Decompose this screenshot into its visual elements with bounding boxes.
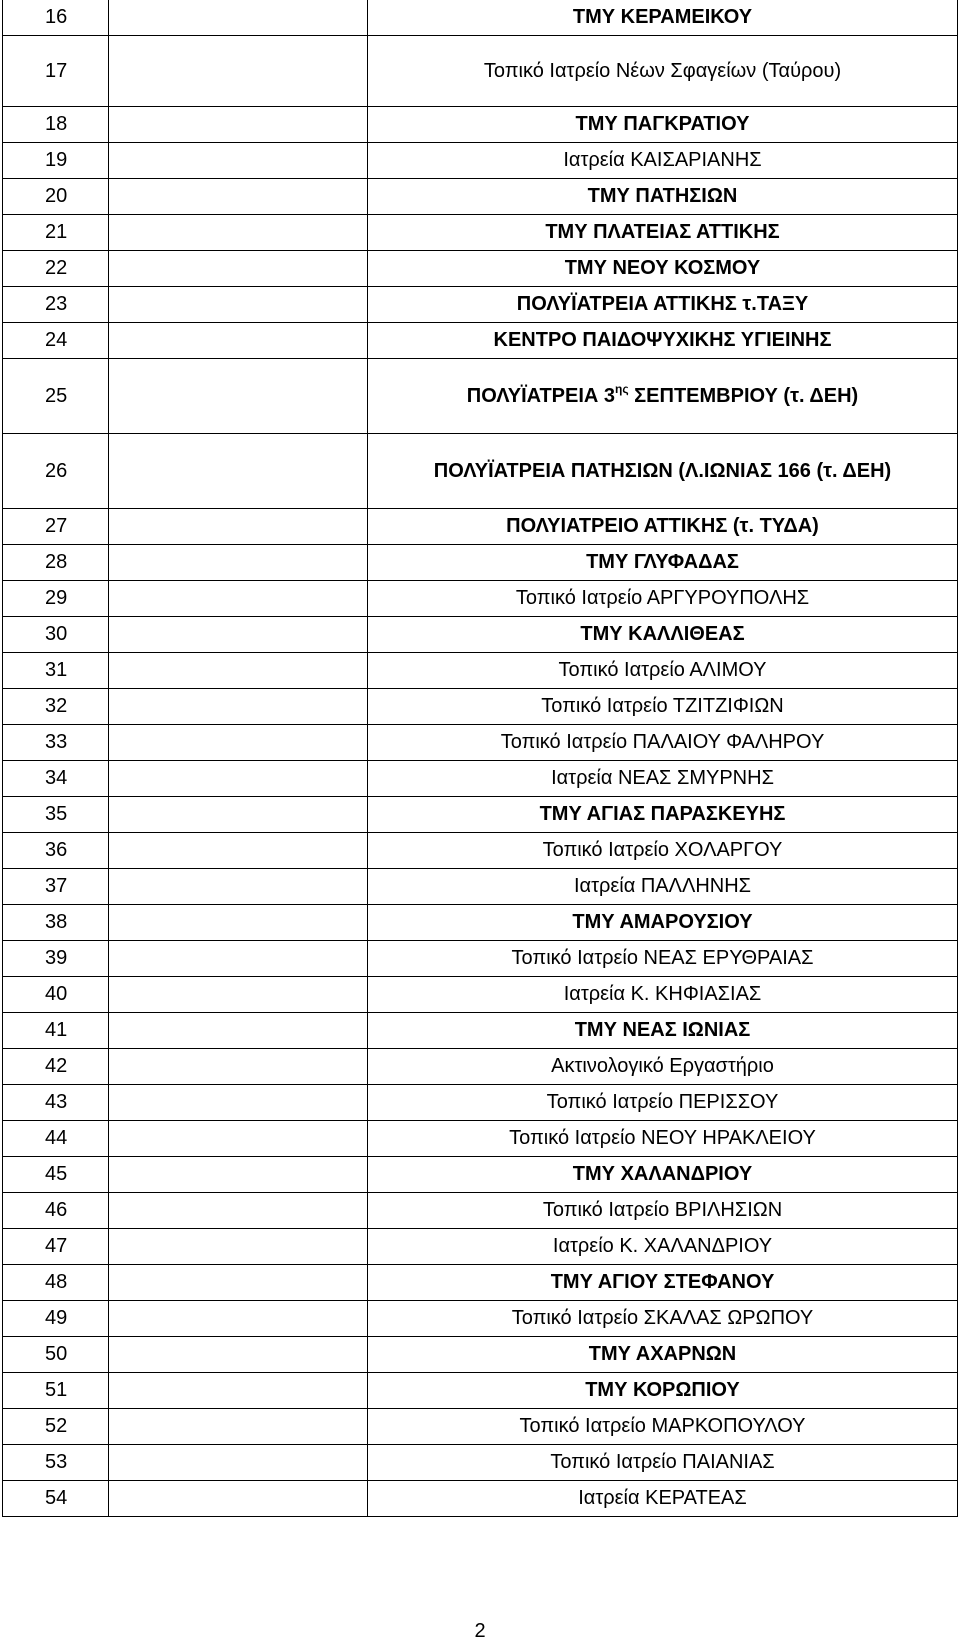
table-row — [3, 1373, 958, 1409]
table-row — [3, 1121, 958, 1157]
table-row — [3, 1085, 958, 1121]
table-row — [3, 1481, 958, 1517]
facility-name: ΤΜΥ ΓΛΥΦΑΔΑΣ — [368, 545, 958, 581]
row-number: 29 — [3, 581, 109, 617]
facility-name: ΤΜΥ ΚΕΡΑΜΕΙΚΟΥ — [368, 0, 958, 36]
table-row — [3, 761, 958, 797]
empty-cell — [109, 725, 368, 761]
row-number: 36 — [3, 833, 109, 869]
table-row — [3, 0, 958, 36]
empty-cell — [109, 581, 368, 617]
table-row — [3, 689, 958, 725]
row-number: 45 — [3, 1157, 109, 1193]
facility-name: ΤΜΥ ΚΟΡΩΠΙΟΥ — [368, 1373, 958, 1409]
row-number: 40 — [3, 977, 109, 1013]
row-number: 43 — [3, 1085, 109, 1121]
facility-name: ΤΜΥ ΠΑΓΚΡΑΤΙΟΥ — [368, 107, 958, 143]
empty-cell — [109, 1445, 368, 1481]
empty-cell — [109, 287, 368, 323]
empty-cell — [109, 797, 368, 833]
row-number: 28 — [3, 545, 109, 581]
empty-cell — [109, 1229, 368, 1265]
facility-name: Τοπικό Ιατρείο ΠΕΡΙΣΣΟΥ — [368, 1085, 958, 1121]
table-row — [3, 545, 958, 581]
facility-name: Τοπικό Ιατρείο ΣΚΑΛΑΣ ΩΡΩΠΟΥ — [368, 1301, 958, 1337]
row-number: 19 — [3, 143, 109, 179]
empty-cell — [109, 833, 368, 869]
table-row — [3, 1409, 958, 1445]
facility-name: Τοπικό Ιατρείο ΜΑΡΚΟΠΟΥΛΟΥ — [368, 1409, 958, 1445]
facility-name — [368, 359, 958, 434]
empty-cell — [109, 1013, 368, 1049]
row-number: 21 — [3, 215, 109, 251]
row-number: 33 — [3, 725, 109, 761]
table-row — [3, 1337, 958, 1373]
row-number: 31 — [3, 653, 109, 689]
row-number: 38 — [3, 905, 109, 941]
table-row — [3, 797, 958, 833]
facility-name: ΤΜΥ ΠΛΑΤΕΙΑΣ ΑΤΤΙΚΗΣ — [368, 215, 958, 251]
table-row — [3, 1229, 958, 1265]
table-row — [3, 653, 958, 689]
row-number: 32 — [3, 689, 109, 725]
empty-cell — [109, 1409, 368, 1445]
table-row — [3, 107, 958, 143]
facility-name: ΚΕΝΤΡΟ ΠΑΙΔΟΨΥΧΙΚΗΣ ΥΓΙΕΙΝΗΣ — [368, 323, 958, 359]
table-row — [3, 725, 958, 761]
empty-cell — [109, 1157, 368, 1193]
row-number: 30 — [3, 617, 109, 653]
row-number: 53 — [3, 1445, 109, 1481]
row-number: 23 — [3, 287, 109, 323]
facility-name: ΤΜΥ ΑΧΑΡΝΩΝ — [368, 1337, 958, 1373]
empty-cell — [109, 0, 368, 36]
facility-name: ΤΜΥ ΝΕΑΣ ΙΩΝΙΑΣ — [368, 1013, 958, 1049]
row-number: 35 — [3, 797, 109, 833]
empty-cell — [109, 323, 368, 359]
facility-name: ΤΜΥ ΧΑΛΑΝΔΡΙΟΥ — [368, 1157, 958, 1193]
table-row — [3, 179, 958, 215]
facility-name: Τοπικό Ιατρείο ΠΑΙΑΝΙΑΣ — [368, 1445, 958, 1481]
row-number: 54 — [3, 1481, 109, 1517]
empty-cell — [109, 1301, 368, 1337]
table-row — [3, 434, 958, 509]
facility-name: ΤΜΥ ΑΓΙΑΣ ΠΑΡΑΣΚΕΥΗΣ — [368, 797, 958, 833]
facility-name: Ιατρεία ΠΑΛΛΗΝΗΣ — [368, 869, 958, 905]
facility-name: Τοπικό Ιατρείο ΝΕΑΣ ΕΡΥΘΡΑΙΑΣ — [368, 941, 958, 977]
empty-cell — [109, 941, 368, 977]
facility-name: Τοπικό Ιατρείο ΠΑΛΑΙΟΥ ΦΑΛΗΡΟΥ — [368, 725, 958, 761]
table-row — [3, 1265, 958, 1301]
empty-cell — [109, 359, 368, 434]
empty-cell — [109, 653, 368, 689]
facility-name: ΤΜΥ ΝΕΟΥ ΚΟΣΜΟΥ — [368, 251, 958, 287]
empty-cell — [109, 215, 368, 251]
row-number: 46 — [3, 1193, 109, 1229]
facility-name: Ιατρεία ΚΕΡΑΤΕΑΣ — [368, 1481, 958, 1517]
row-number: 51 — [3, 1373, 109, 1409]
row-number: 18 — [3, 107, 109, 143]
empty-cell — [109, 905, 368, 941]
row-number: 48 — [3, 1265, 109, 1301]
facility-name: ΤΜΥ ΠΑΤΗΣΙΩΝ — [368, 179, 958, 215]
empty-cell — [109, 509, 368, 545]
row-number: 47 — [3, 1229, 109, 1265]
empty-cell — [109, 179, 368, 215]
empty-cell — [109, 1085, 368, 1121]
facility-name: Ιατρεία ΚΑΙΣΑΡΙΑΝΗΣ — [368, 143, 958, 179]
row-number: 37 — [3, 869, 109, 905]
row-number: 34 — [3, 761, 109, 797]
row-number: 42 — [3, 1049, 109, 1085]
facility-name: Ιατρεία Κ. ΚΗΦΙΑΣΙΑΣ — [368, 977, 958, 1013]
table-row — [3, 581, 958, 617]
table-row — [3, 869, 958, 905]
empty-cell — [109, 1265, 368, 1301]
row-number: 27 — [3, 509, 109, 545]
facilities-table — [2, 0, 958, 1517]
table-row — [3, 833, 958, 869]
facility-name: ΠΟΛΥΙΑΤΡΕΙΟ ΑΤΤΙΚΗΣ (τ. ΤΥΔΑ) — [368, 509, 958, 545]
table-row — [3, 215, 958, 251]
empty-cell — [109, 545, 368, 581]
empty-cell — [109, 977, 368, 1013]
facility-name: Ιατρείο Κ. ΧΑΛΑΝΔΡΙΟΥ — [368, 1229, 958, 1265]
row-number: 16 — [3, 0, 109, 36]
empty-cell — [109, 1481, 368, 1517]
table-row — [3, 1193, 958, 1229]
empty-cell — [109, 1121, 368, 1157]
row-number: 44 — [3, 1121, 109, 1157]
table-row — [3, 617, 958, 653]
facility-name: ΤΜΥ ΚΑΛΛΙΘΕΑΣ — [368, 617, 958, 653]
empty-cell — [109, 1193, 368, 1229]
row-number: 22 — [3, 251, 109, 287]
facility-name: Ακτινολογικό Εργαστήριο — [368, 1049, 958, 1085]
row-number: 17 — [3, 36, 109, 107]
facility-name: ΠΟΛΥΪΑΤΡΕΙΑ ΠΑΤΗΣΙΩΝ (Λ.ΙΩΝΙΑΣ 166 (τ. ΔΕΗ) — [368, 434, 958, 509]
facility-name: Τοπικό Ιατρείο Νέων Σφαγείων (Ταύρου) — [368, 36, 958, 107]
empty-cell — [109, 36, 368, 107]
table-row — [3, 1157, 958, 1193]
facility-name: Τοπικό Ιατρείο ΤΖΙΤΖΙΦΙΩΝ — [368, 689, 958, 725]
row-number: 25 — [3, 359, 109, 434]
row-number: 39 — [3, 941, 109, 977]
row-number: 41 — [3, 1013, 109, 1049]
empty-cell — [109, 761, 368, 797]
empty-cell — [109, 143, 368, 179]
row-number: 26 — [3, 434, 109, 509]
table-row — [3, 941, 958, 977]
empty-cell — [109, 869, 368, 905]
empty-cell — [109, 434, 368, 509]
page-number: 2 — [474, 1620, 486, 1642]
empty-cell — [109, 107, 368, 143]
row-number: 20 — [3, 179, 109, 215]
table-row — [3, 977, 958, 1013]
empty-cell — [109, 689, 368, 725]
facility-name: Ιατρεία ΝΕΑΣ ΣΜΥΡΝΗΣ — [368, 761, 958, 797]
empty-cell — [109, 1049, 368, 1085]
empty-cell — [109, 1337, 368, 1373]
empty-cell — [109, 251, 368, 287]
table-row — [3, 1301, 958, 1337]
table-row — [3, 359, 958, 434]
facility-name-post: ΣΕΠΤΕΜΒΡΙΟΥ (τ. ΔΕΗ) — [628, 384, 859, 407]
facility-name: Τοπικό Ιατρείο ΧΟΛΑΡΓΟΥ — [368, 833, 958, 869]
table-row — [3, 36, 958, 107]
row-number: 52 — [3, 1409, 109, 1445]
row-number: 24 — [3, 323, 109, 359]
table-row — [3, 287, 958, 323]
table-row — [3, 905, 958, 941]
row-number: 50 — [3, 1337, 109, 1373]
facility-name: Τοπικό Ιατρείο ΒΡΙΛΗΣΙΩΝ — [368, 1193, 958, 1229]
table-row — [3, 509, 958, 545]
table-row — [3, 1445, 958, 1481]
facility-name: Τοπικό Ιατρείο ΝΕΟΥ ΗΡΑΚΛΕΙΟΥ — [368, 1121, 958, 1157]
table-row — [3, 143, 958, 179]
facility-name: ΤΜΥ ΑΓΙΟΥ ΣΤΕΦΑΝΟΥ — [368, 1265, 958, 1301]
table-row — [3, 1049, 958, 1085]
facility-name: ΤΜΥ ΑΜΑΡΟΥΣΙΟΥ — [368, 905, 958, 941]
facility-name: Τοπικό Ιατρείο ΑΡΓΥΡΟΥΠΟΛΗΣ — [368, 581, 958, 617]
table-row — [3, 323, 958, 359]
table-row — [3, 251, 958, 287]
table-row — [3, 1013, 958, 1049]
facility-name: Τοπικό Ιατρείο ΑΛΙΜΟΥ — [368, 653, 958, 689]
empty-cell — [109, 1373, 368, 1409]
facility-name-superscript: ης — [615, 381, 629, 396]
facility-name: ΠΟΛΥΪΑΤΡΕΙΑ ΑΤΤΙΚΗΣ τ.ΤΑΞΥ — [368, 287, 958, 323]
facility-name-pre: ΠΟΛΥΪΑΤΡΕΙΑ 3 — [466, 384, 616, 407]
row-number: 49 — [3, 1301, 109, 1337]
empty-cell — [109, 617, 368, 653]
